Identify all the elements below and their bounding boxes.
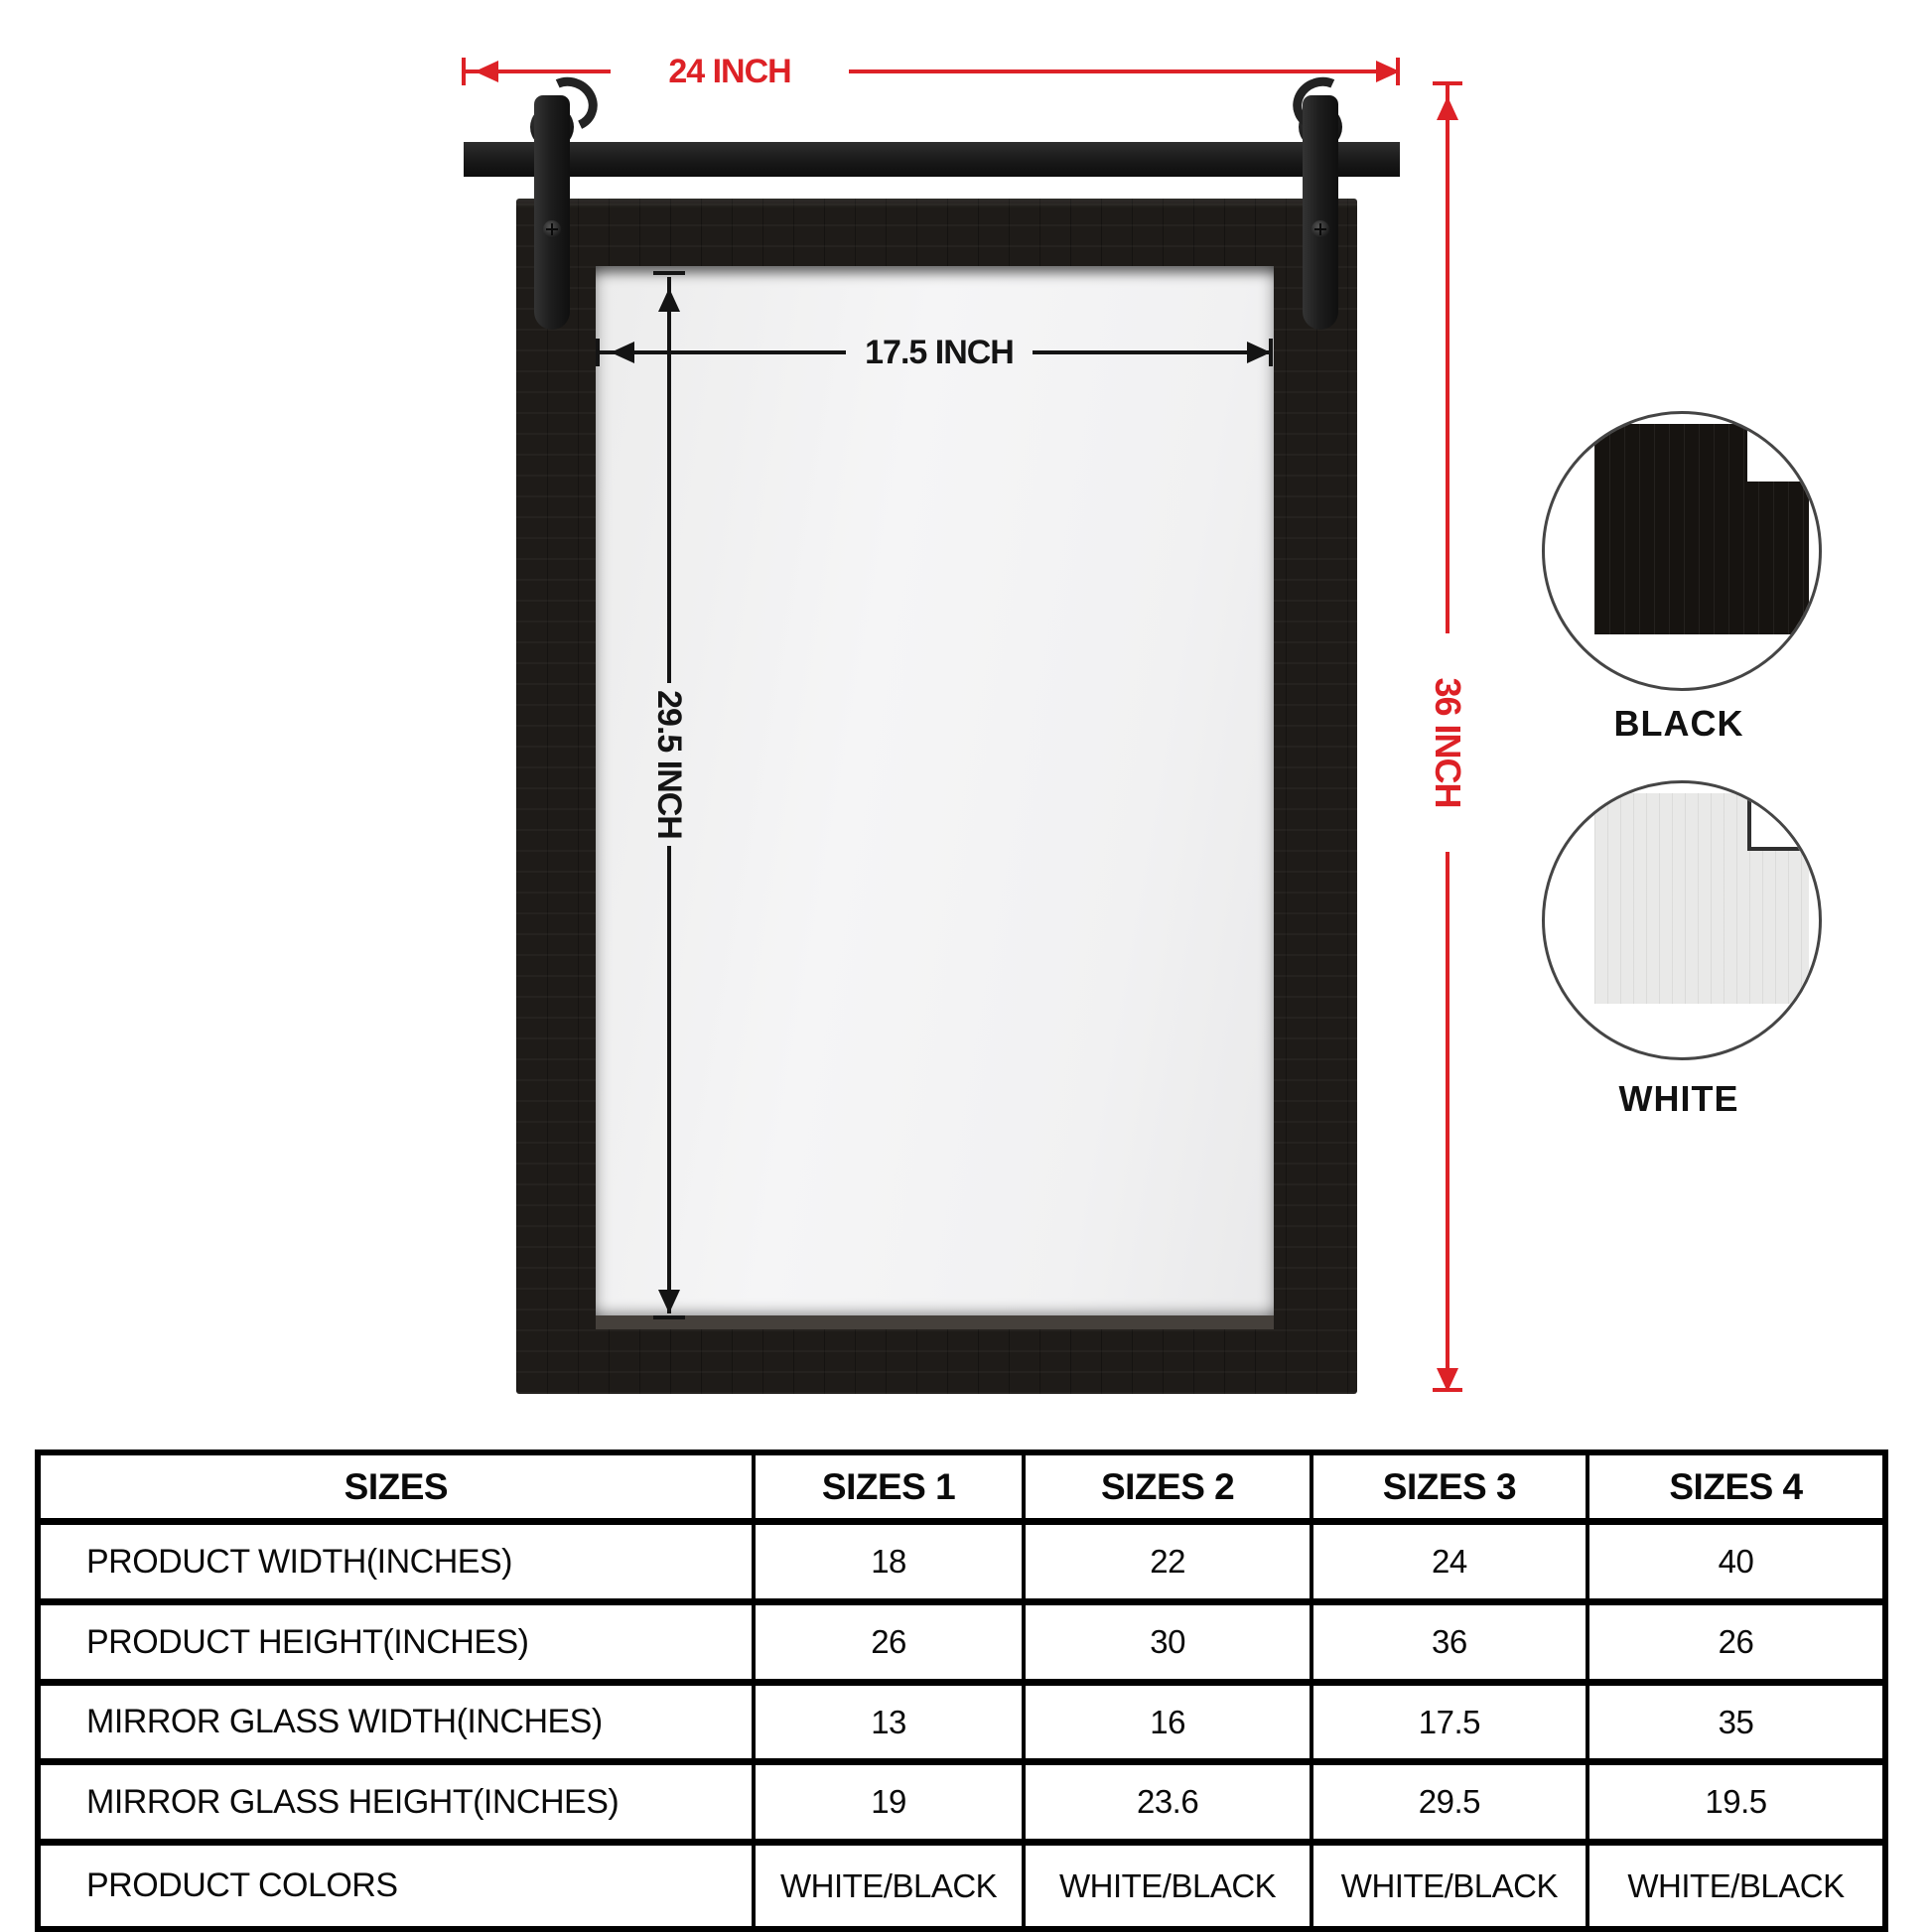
table-cell: 23.6 <box>1026 1765 1312 1846</box>
glass-height-up-arrow-icon <box>658 277 680 312</box>
glass-height-top-tick <box>653 271 685 275</box>
glass-height-dimension-line-bottom <box>667 846 671 1313</box>
table-row-label: MIRROR GLASS WIDTH(INCHES) <box>41 1686 756 1765</box>
right-strap-screw-icon <box>1311 220 1329 238</box>
table-cell: 22 <box>1026 1525 1312 1605</box>
size-spec-table <box>35 1449 1888 1932</box>
table-cell: 19.5 <box>1589 1765 1882 1846</box>
table-cell: WHITE/BLACK <box>1313 1846 1589 1926</box>
product-width-left-arrow-icon <box>464 61 498 82</box>
table-header-sizes-2: SIZES 2 <box>1026 1455 1312 1525</box>
table-cell: WHITE/BLACK <box>756 1846 1027 1926</box>
table-cell: 40 <box>1589 1525 1882 1605</box>
table-cell: 35 <box>1589 1686 1882 1765</box>
product-height-up-arrow-icon <box>1437 85 1458 120</box>
white-frame-corner-detail <box>1594 793 1809 1004</box>
product-width-dimension-line <box>464 69 1400 73</box>
table-cell: 36 <box>1313 1605 1589 1686</box>
white-color-swatch <box>1542 780 1822 1060</box>
table-cell: 17.5 <box>1313 1686 1589 1765</box>
right-hanger-strap <box>1281 79 1360 347</box>
mirror-frame <box>516 199 1357 1394</box>
product-height-down-arrow-icon <box>1437 1368 1458 1403</box>
black-frame-corner-notch <box>1747 424 1809 482</box>
table-cell: WHITE/BLACK <box>1026 1846 1312 1926</box>
table-row-label: MIRROR GLASS HEIGHT(INCHES) <box>41 1765 756 1846</box>
table-header-sizes-3: SIZES 3 <box>1313 1455 1589 1525</box>
table-cell: 26 <box>756 1605 1027 1686</box>
table-cell: 19 <box>756 1765 1027 1846</box>
table-header-sizes-4: SIZES 4 <box>1589 1455 1882 1525</box>
table-row-label: PRODUCT HEIGHT(INCHES) <box>41 1605 756 1686</box>
mirror-glass-bottom-bevel <box>596 1315 1274 1329</box>
glass-width-dimension-line-left <box>600 350 846 354</box>
white-swatch-label: WHITE <box>1618 1078 1739 1119</box>
table-cell: 16 <box>1026 1686 1312 1765</box>
glass-height-down-arrow-icon <box>658 1290 680 1324</box>
right-strap-bar <box>1303 95 1338 330</box>
product-height-dimension-label: 36 INCH <box>1428 633 1467 852</box>
product-width-right-arrow-icon <box>1376 61 1411 82</box>
table-cell: 30 <box>1026 1605 1312 1686</box>
glass-height-dimension-line-top <box>667 277 671 683</box>
table-cell: WHITE/BLACK <box>1627 1866 1845 1904</box>
table-cell: 24 <box>1313 1525 1589 1605</box>
left-hanger-strap <box>512 79 592 347</box>
black-swatch-label: BLACK <box>1613 703 1744 744</box>
left-strap-screw-icon <box>543 220 561 238</box>
table-cell: 18 <box>756 1525 1027 1605</box>
glass-width-right-arrow-icon <box>1247 342 1282 363</box>
glass-width-dimension-line-right <box>1033 350 1271 354</box>
black-color-swatch <box>1542 411 1822 691</box>
product-width-dimension-label: 24 INCH <box>611 52 849 91</box>
table-cell: 29.5 <box>1313 1765 1589 1846</box>
table-row-label: PRODUCT WIDTH(INCHES) <box>41 1525 756 1605</box>
mirror-glass <box>596 266 1274 1315</box>
table-header-sizes-1: SIZES 1 <box>756 1455 1027 1525</box>
left-strap-bar <box>534 95 570 330</box>
table-cell: 26 <box>1589 1605 1882 1686</box>
glass-width-dimension-label: 17.5 INCH <box>865 334 1014 371</box>
table-cell: 13 <box>756 1686 1027 1765</box>
glass-height-dimension-label: 29.5 INCH <box>650 690 688 839</box>
table-header-sizes: SIZES <box>41 1455 756 1525</box>
black-frame-corner-detail <box>1594 424 1809 634</box>
table-row-label: PRODUCT COLORS <box>41 1846 756 1926</box>
white-frame-corner-notch <box>1747 793 1809 851</box>
barn-door-rail <box>464 142 1400 177</box>
glass-width-left-arrow-icon <box>600 342 634 363</box>
